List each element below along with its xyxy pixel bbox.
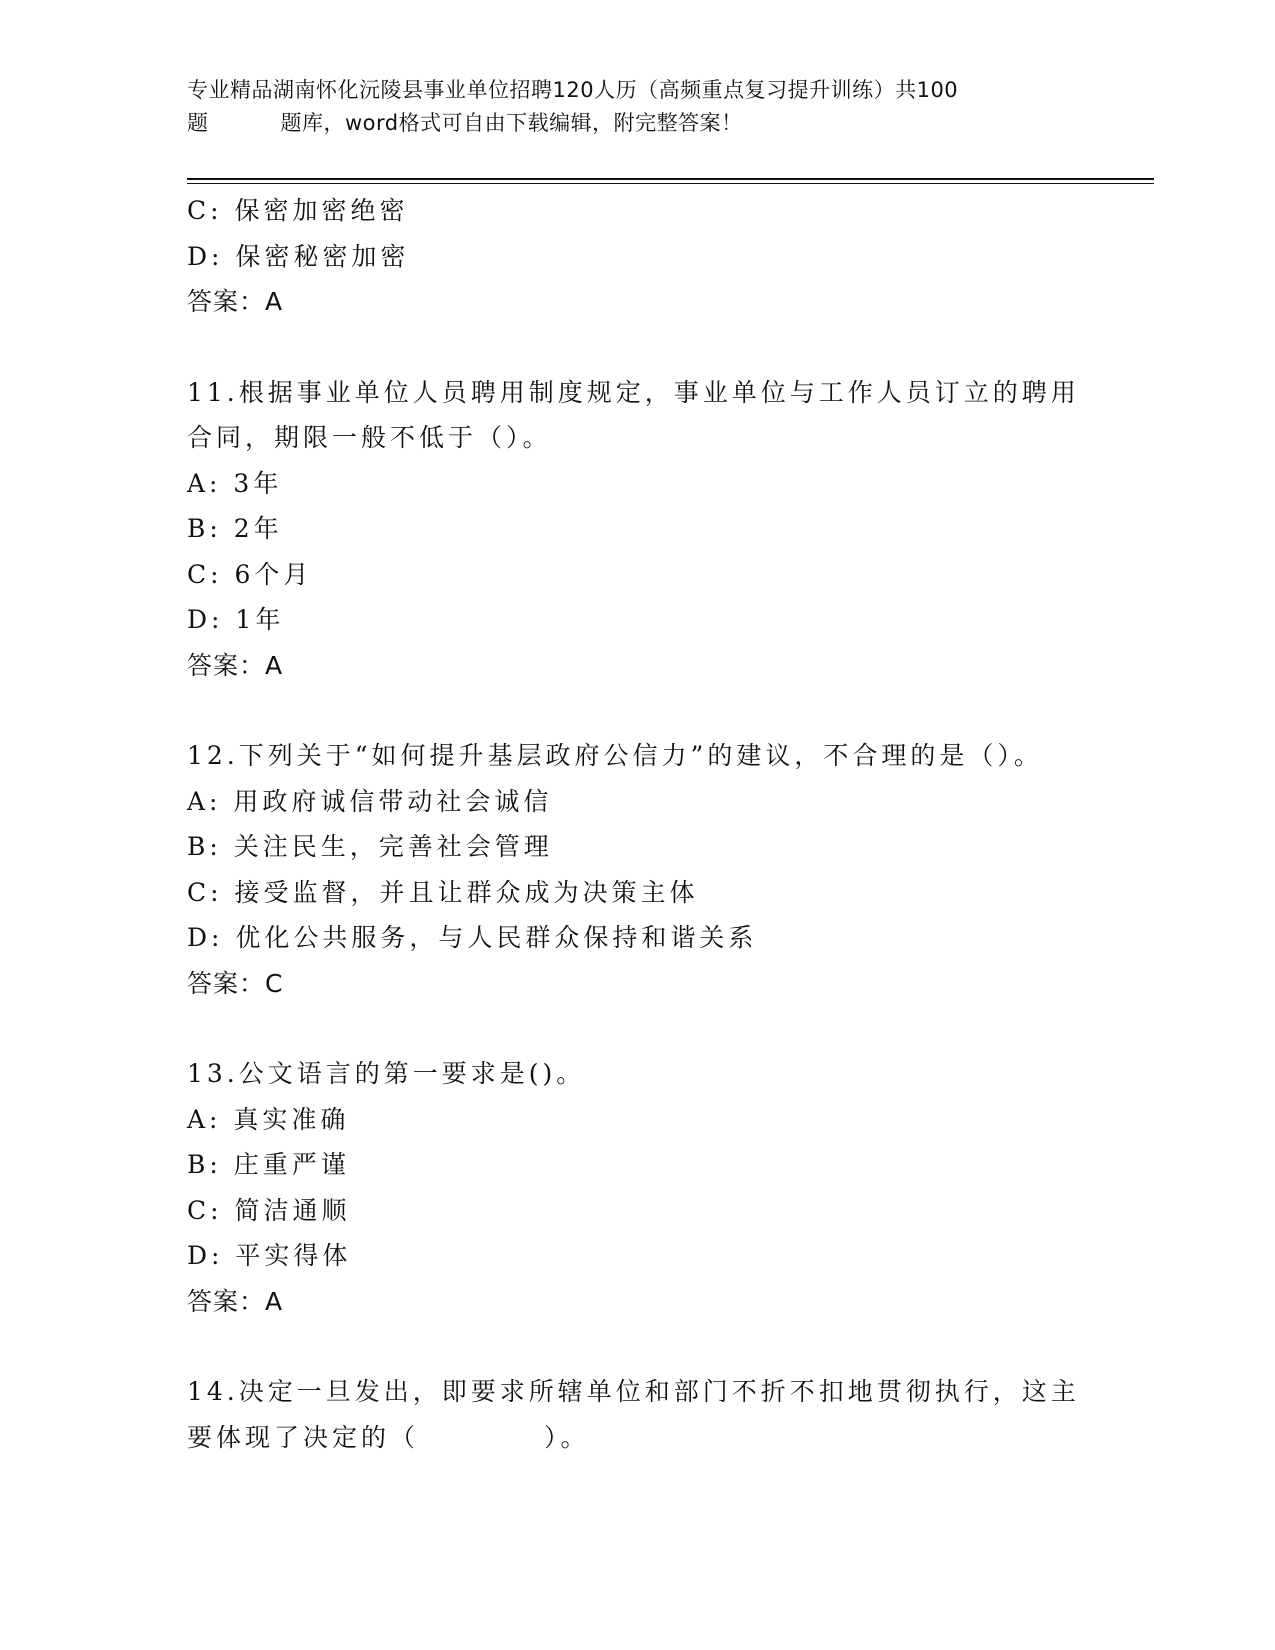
option-d: D: 优化公共服务，与人民群众保持和谐关系 [187,923,758,952]
question-14 [187,1369,1087,1460]
option-c: C: 接受监督，并且让群众成为决策主体 [187,877,699,907]
question-12 [187,733,1087,1006]
answer: 答案：C [187,968,284,998]
option-c: C: 6个月 [187,559,313,589]
question-10 [187,188,1087,325]
option-d: D: 保密秘密加密 [187,241,410,271]
answer: 答案：A [187,650,284,680]
header-rule-thick [187,178,1154,180]
stem-before-blank: 要体现了决定的（ [187,1422,420,1452]
option-c: C: 保密加密绝密 [187,196,409,225]
header-title-line-2-end: 题库，word格式可自由下载编辑，附完整答案！ [280,111,743,135]
question-stem-continued [187,1415,1087,1461]
option-c: C: 简洁通顺 [187,1195,351,1225]
question-list [187,188,1087,1460]
option-b: B: 庄重严谨 [187,1150,350,1179]
option-d: D: 平实得体 [187,1241,352,1270]
header-title-line-2-start: 题 [187,111,209,135]
question-stem: 13.公文语言的第一要求是()。 [187,1059,586,1088]
stem-after-blank: ）。 [544,1422,590,1452]
option-a: A: 用政府诚信带动社会诚信 [187,786,553,816]
option-a: A: 3年 [187,468,283,498]
option-b: B: 关注民生，完善社会管理 [187,832,553,861]
option-b: B: 2年 [187,514,283,543]
option-a: A: 真实准确 [187,1104,350,1134]
question-11 [187,370,1087,689]
answer: 答案：A [187,1286,284,1316]
header-rule-thin [187,183,1154,184]
answer: 答案：A [187,287,284,316]
header-title-line-1: 专业精品湖南怀化沅陵县事业单位招聘120人历（高频重点复习提升训练）共100 [187,78,959,102]
question-stem: 11.根据事业单位人员聘用制度规定，事业单位与工作人员订立的聘用 [187,377,1080,407]
question-stem-continued: 合同，期限一般不低于（）。 [187,423,552,452]
page-header [187,74,1087,140]
header-title-line-2 [187,107,1087,140]
option-d: D: 1年 [187,605,285,634]
question-13 [187,1051,1087,1324]
question-stem: 12.下列关于“如何提升基层政府公信力”的建议，不合理的是（）。 [187,741,1043,770]
question-stem: 14.决定一旦发出，即要求所辖单位和部门不折不扣地贯彻执行，这主 [187,1377,1080,1406]
